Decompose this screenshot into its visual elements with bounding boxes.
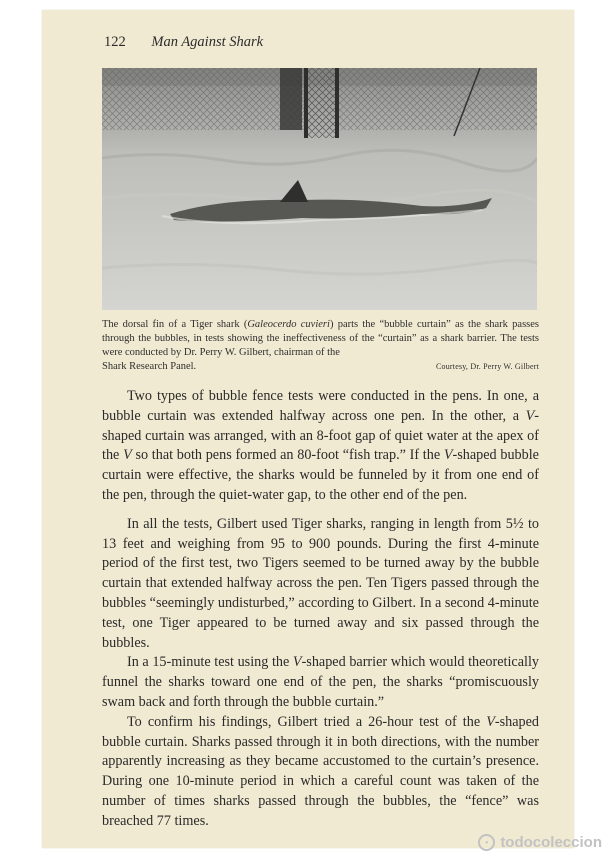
paragraph-1: Two types of bubble fence tests were conducted in the pens. In one, a bubble curtain was extended halfway across one pen. In the other, a V-shaped curtain was arranged, with an 8-foot gap of quiet water at the apex of the V so that both pens formed an 80-foot “fish trap.” If the V-shaped bubble curtain were effective, the sharks would be funneled by it from one end of the pen, through the quiet-water gap, to the other end of the pen. — [102, 388, 539, 503]
body-text — [102, 387, 539, 832]
book-page — [42, 10, 574, 848]
book-title: Man Against Shark — [151, 34, 264, 50]
shark-photo-illustration — [102, 68, 537, 310]
page-number: 122 — [104, 34, 126, 50]
running-header — [104, 34, 263, 51]
photo-caption — [102, 318, 539, 374]
caption-last-line — [102, 360, 539, 374]
watermark-logo-icon: • — [478, 834, 495, 851]
caption-text-3: Shark Research Panel. — [102, 361, 197, 372]
paragraph-2: In all the tests, Gilbert used Tiger sharks, ranging in length from 5½ to 13 feet and weighing from 95 to 900 pounds. During the first 4-minute period of the first test, two Tigers seemed to be turned away by the bubble curtain that extended halfway across the pen. Ten Tigers passed through the bubbles “seemingly undisturbed,” according to Gilbert. In a second 4-minute test, one Tiger appeared to be turned away and six passed through the bubbles. — [102, 515, 539, 651]
paragraph-3: In a 15-minute test using the V-shaped barrier which would theoretically funnel the sharks toward one end of the pen, the sharks “promiscuously swam back and forth through the bubble curtain.” — [102, 654, 540, 710]
caption-text-1: The dorsal fin of a Tiger shark ( — [102, 319, 248, 330]
site-watermark — [478, 834, 602, 851]
paragraph-4: To confirm his findings, Gilbert tried a 26-hour test of the V-shaped bubble curtain. Sharks passed through it in both directions, with the number apparently increasing as they became accustomed to the curtain’s presence. During one 10-minute period in which a careful count was taken of the number of times sharks passed through the bubbles, the “fence” was breached 77 times. — [102, 713, 539, 829]
caption-text-2: ) parts the “bubble curtain” as the shark passes through the bubbles, in tests showing the ineffectiveness of the “curtain” as a shark barrier. The tests were conducted by Dr. Perry W. Gilbert, chairman of the — [102, 319, 539, 358]
photo-credit: Courtesy, Dr. Perry W. Gilbert — [435, 362, 539, 371]
shark-photograph — [102, 68, 537, 310]
caption-species: Galeocerdo cuvieri — [247, 319, 330, 330]
watermark-text: todocoleccion — [500, 834, 602, 851]
